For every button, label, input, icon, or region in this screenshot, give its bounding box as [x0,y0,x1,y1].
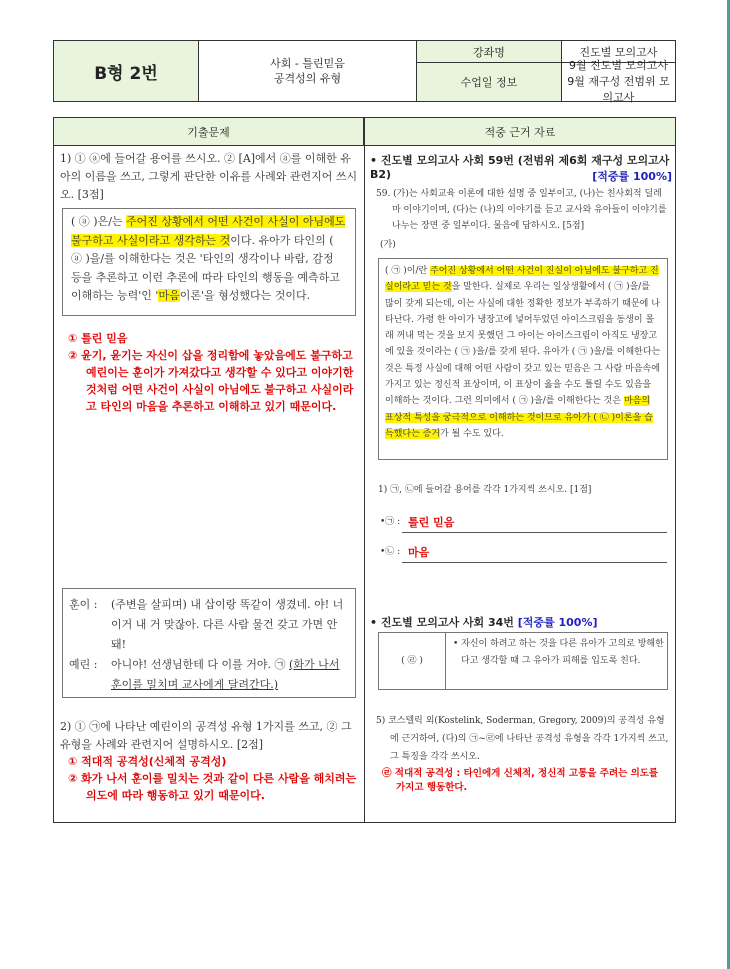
source-2: • 진도별 모의고사 사회 34번 [적중률 100%] [370,616,598,629]
question-2: 2) ① ㉠에 나타난 예린이의 공격성 유형 1가지를 쓰고, ② 그 유형을 사례와 관련지어 설명하시오. [2점] [60,720,352,751]
answer-a: 틀린 믿음 [408,516,455,529]
highlight-false-belief: 주어진 상황에서 어떤 사건이 사실이 아님에도 불구하고 사실이라고 생각하는 것 [71,215,346,247]
course-value: 진도별 모의고사 [562,41,675,63]
class-value-1: 9월 진도별 모의고사 [569,59,668,72]
question-59: 59. (가)는 사회교육 이론에 대한 설명 중 일부이고, (나)는 친사회적 딜레마 이야기이며, (다)는 (나)의 이야기를 듣고 교사와 유아들이 이야기를 나누는 장면 중 일부이다. 물음에 답하시오. [5점] [376,189,667,231]
hit-rate-2: [적중률 100%] [517,616,598,629]
answer-b-line [402,562,667,563]
section-ga: (가) [380,240,396,250]
answer-a-line [402,532,667,533]
passage-1-text: ( ⓐ )은/는 주어진 상황에서 어떤 사건이 사실이 아님에도 불구하고 사실이라고 생각하는 것이다. 유아가 타인의 ( ⓐ )을/를 이해한다는 것은 '타인의 생각이나 바람, 감정 등을 추론하고 이런 추론에 따라 타인의 행동을 예측하고 이해하는 능력'인 '마음이론'을 형성했다는 것이다. [71,215,346,302]
course-label: 강좌명 [417,41,562,63]
source-1: • 진도별 모의고사 사회 59번 (전범위 제6회 재구성 모의고사 B2) [370,154,670,181]
answer-1-2: ② 윤기, 윤기는 자신이 삽을 정리함에 놓았음에도 불구하고 예린이는 훈이가 가져갔다고 생각할 수 있다고 이야기한 것처럼 어떤 사건이 사실이 아님에도 불구하고 사실이라고 타인의 마음을 추론하고 이해하고 있기 때문이다. [68,349,354,413]
dialog-yerin-text: 아니야! 선생님한테 다 이를 거야. ㉠ [111,658,290,671]
hit-rate-1: [적중률 100%] [592,170,672,183]
passage-box-1 [62,208,356,316]
answer-b: 마음 [408,546,430,559]
dialog-yerin-underlined: (화가 나서 훈이를 밀치며 교사에게 달려간다.) [111,658,340,691]
class-value-2: 9월 재구성 전범위 모의고사 [567,75,670,104]
subject-line2: 공격성의 유형 [273,72,342,85]
question-59-1: 1) ㉠, ㉡에 들어갈 용어를 각각 1가지씩 쓰시오. [1점] [378,485,592,495]
question-5: 5) 코스텔릭 외(Kostelink, Soderman, Gregory, 2009)의 공격성 유형에 근거하여, (다)의 ㉠~㉣에 나타난 공격성 유형을 각각 1가지씩 쓰고, 그 특징을 각각 쓰시오. [376,716,669,762]
answer-2-1: ① 적대적 공격성(신체적 공격성) [68,755,227,768]
passage-2-text: ( ㉠ )이/란 주어진 상황에서 어떤 사건이 진실이 아님에도 불구하고 진실이라고 믿는 것을 말한다. 실제로 우리는 일상생활에서 ( ㉠ )을/를 많이 갖게 되는데, 이는 사실에 대한 정확한 정보가 부족하기 때문에 나타난다. 가령 한 아이가 냉장고에 넣어두었던 아이스크림을 동생이 몰래 꺼내 먹는 것을 보지 못했던 그 아이는 아이스크림이 아직도 냉장고에 있을 것이라는 ( ㉠ )을/를 갖게 된다. 유아가 ( ㉠ )을/를 이해한다는 것은 특정 사실에 대해 어떤 사람이 갖고 있는 믿음은 그 사람 마음속에 가지고 있는 정신적 표상이며, 이 표상이 옳을 수도 틀릴 수도 있음을 이해하는 것이다. 그런 의미에서 ( ㉠ )을/를 이해한다는 것은 마음의 표상적 특성을 궁극적으로 이해하는 것이므로 유아가 ( ㉡ )이론을 습득했다는 증거가 될 수도 있다. [385,266,661,439]
type-table-value: • 자신이 하려고 하는 것을 다른 유아가 고의로 방해한다고 생각할 때 그 유아가 피해를 입도록 친다. [453,639,664,666]
answer-5: ㉣ 적대적 공격성 : 타인에게 신체적, 정신적 고통을 주려는 의도를 가지고 행동한다. [382,768,659,793]
passage-box-2 [378,258,668,460]
answer-label-a: •㉠ : [380,517,401,527]
dialog-box [62,588,356,698]
question-1: 1) ① ⓐ에 들어갈 용어를 쓰시오. ② [A]에서 ⓐ를 이해한 유아의 이름을 쓰고, 그렇게 판단한 이유를 사례와 관련지어 쓰시오. [3점] [60,152,358,201]
highlight-mind: 마음 [158,289,180,302]
highlight-mind-theory: 마음의 표상적 특성을 궁극적으로 이해하는 것이므로 유아가 ( ㉡ )이론을 습득했다는 증거 [385,396,653,439]
header-table [53,40,676,102]
dialog-hoon-text: (주변을 살피며) 내 삽이랑 똑같이 생겼네. 야! 너 이거 내 거 맞잖아. 다른 사람 물건 갖고 가면 안 돼! [111,598,344,651]
type-table-key: ( ㉣ ) [379,633,446,689]
main-table [53,117,676,823]
answer-1-1: ① 틀린 믿음 [68,332,128,345]
answer-2-2: ② 화가 나서 훈이를 밀치는 것과 같이 다른 사람을 해치려는 의도에 따라 행동하고 있기 때문이다. [68,772,357,802]
highlight-false-belief-2: 주어진 상황에서 어떤 사건이 진실이 아님에도 불구하고 진실이라고 믿는 것 [385,266,659,293]
subject-cell [199,41,417,101]
speaker-hoon: 훈이 : [69,598,98,611]
type-table [378,632,668,690]
speaker-yerin: 예린 : [69,658,98,671]
class-label: 수업일 정보 [417,63,562,101]
subject-line1: 사회 - 틀린믿음 [270,57,345,70]
column-divider [364,118,365,822]
dialog-line-2 [69,655,349,695]
problem-title: B형 2번 [54,41,199,101]
left-column-header: 기출문제 [54,118,364,146]
answer-label-b: •㉡ : [380,547,401,557]
dialog-line-1 [69,595,349,655]
right-column-header: 적중 근거 자료 [365,118,675,146]
class-value [562,59,675,104]
